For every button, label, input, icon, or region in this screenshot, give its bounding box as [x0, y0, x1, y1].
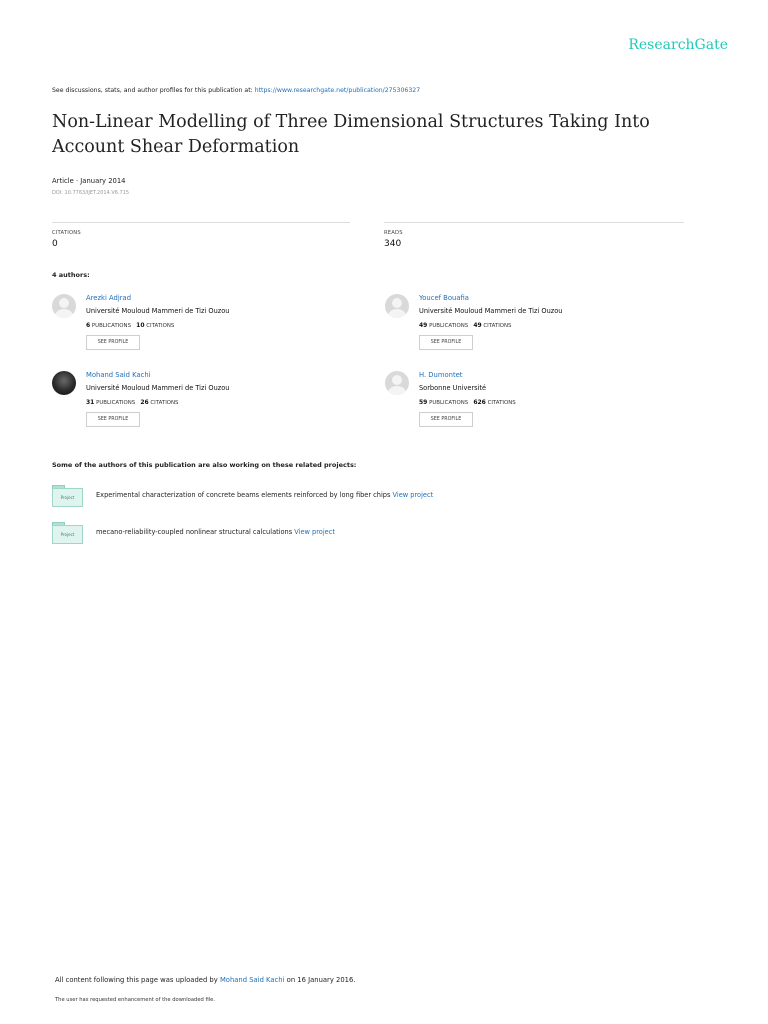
upload-notice: [55, 976, 356, 984]
project-text: [96, 491, 433, 499]
paper-title: Non-Linear Modelling of Three Dimensional Structures Taking Into Account Shear Deformation: [52, 112, 650, 157]
author-card: [385, 371, 705, 431]
citations-label: CITATIONS: [150, 400, 179, 406]
see-profile-button[interactable]: SEE PROFILE: [86, 335, 140, 350]
author-counts: [419, 322, 511, 329]
uploader-link[interactable]: Mohand Said Kachi: [219, 976, 285, 984]
citations-count: 626: [473, 399, 486, 406]
author-affiliation: Université Mouloud Mammeri de Tizi Ouzou: [86, 384, 230, 392]
publications-count: 59: [419, 399, 428, 406]
publications-label: PUBLICATIONS: [91, 323, 132, 329]
author-counts: [86, 399, 178, 406]
related-projects-heading: Some of the authors of this publication are also working on these related projects:: [52, 461, 357, 469]
author-card: [385, 294, 705, 354]
default-avatar-icon[interactable]: [385, 371, 409, 395]
project-folder-icon: [52, 485, 83, 507]
project-icon-label: Project: [52, 488, 83, 507]
publication-notice: [52, 87, 420, 94]
reads-label: READS: [384, 230, 403, 236]
author-name-link[interactable]: Arezki Adjrad: [86, 294, 132, 302]
project-text: [96, 528, 335, 536]
upload-suffix: on 16 January 2016.: [286, 976, 356, 984]
citations-count: 49: [473, 322, 482, 329]
doi-text: DOI: 10.7763/IJET.2014.V6.715: [52, 190, 130, 196]
citations-value: 0: [52, 239, 58, 249]
author-card: [52, 371, 372, 431]
notice-text: See discussions, stats, and author profiles for this publication at:: [52, 87, 253, 94]
reads-value: 340: [384, 239, 402, 249]
citations-count: 26: [140, 399, 149, 406]
citations-label: CITATIONS: [483, 323, 512, 329]
publications-label: PUBLICATIONS: [429, 323, 469, 329]
project-title: mecano-reliability-coupled nonlinear structural calculations: [96, 528, 293, 536]
author-affiliation: Sorbonne Université: [419, 384, 487, 392]
author-card: [52, 294, 372, 354]
author-photo-avatar[interactable]: [52, 371, 76, 395]
citations-count: 10: [136, 322, 145, 329]
publications-label: PUBLICATIONS: [429, 400, 469, 406]
project-item: [52, 522, 692, 548]
author-counts: [86, 322, 174, 329]
publications-label: PUBLICATIONS: [96, 400, 136, 406]
view-project-link[interactable]: View project: [294, 528, 335, 536]
default-avatar-icon[interactable]: [52, 294, 76, 318]
citations-divider: [52, 222, 350, 223]
author-affiliation: Université Mouloud Mammeri de Tizi Ouzou: [86, 307, 230, 315]
researchgate-logo[interactable]: ResearchGate: [628, 37, 728, 53]
author-name-link[interactable]: H. Dumontet: [419, 371, 463, 379]
publications-count: 49: [419, 322, 428, 329]
authors-heading: 4 authors:: [52, 271, 90, 279]
see-profile-button[interactable]: SEE PROFILE: [419, 412, 473, 427]
enhancement-notice: The user has requested enhancement of the downloaded file.: [55, 997, 216, 1003]
article-meta: Article · January 2014: [52, 177, 126, 185]
author-name-link[interactable]: Youcef Bouafia: [419, 294, 469, 302]
publications-count: 6: [86, 322, 91, 329]
project-folder-icon: [52, 522, 83, 544]
author-name-link[interactable]: Mohand Said Kachi: [86, 371, 151, 379]
see-profile-button[interactable]: SEE PROFILE: [419, 335, 473, 350]
citations-label: CITATIONS: [487, 400, 516, 406]
publications-count: 31: [86, 399, 95, 406]
view-project-link[interactable]: View project: [392, 491, 434, 499]
project-title: Experimental characterization of concrete beams elements reinforced by long fiber chips: [96, 491, 391, 499]
publication-url-link[interactable]: https://www.researchgate.net/publication/275306327: [254, 87, 421, 94]
default-avatar-icon[interactable]: [385, 294, 409, 318]
reads-divider: [384, 222, 684, 223]
project-icon-label: Project: [52, 525, 83, 544]
project-item: [52, 485, 692, 511]
author-affiliation: Université Mouloud Mammeri de Tizi Ouzou: [419, 307, 563, 315]
citations-label: CITATIONS: [52, 230, 81, 236]
citations-label: CITATIONS: [146, 323, 175, 329]
author-counts: [419, 399, 516, 406]
upload-prefix: All content following this page was uploaded by: [55, 976, 218, 984]
see-profile-button[interactable]: SEE PROFILE: [86, 412, 140, 427]
